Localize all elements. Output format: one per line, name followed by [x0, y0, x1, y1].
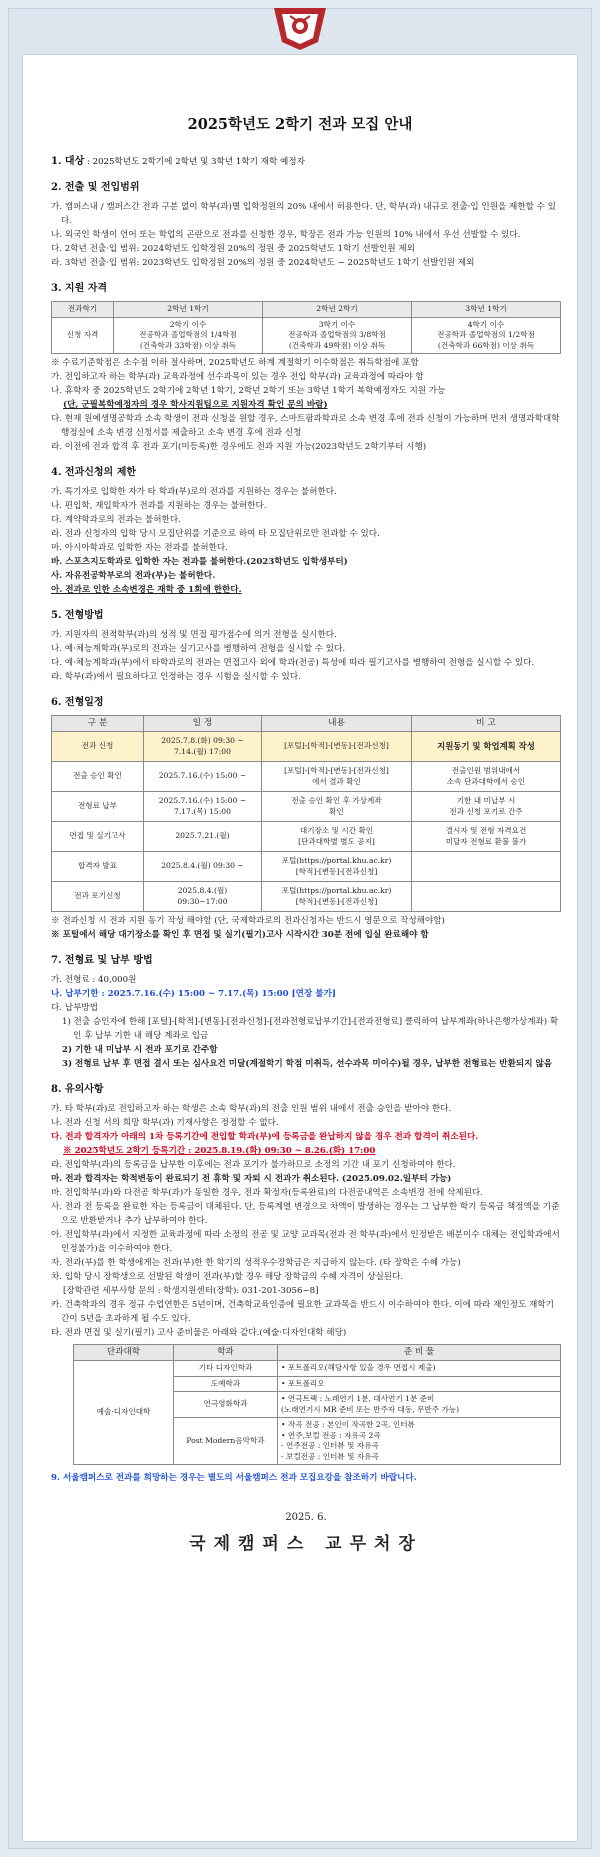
section-target — [51, 155, 561, 169]
list-item: [장학관련 세부사항 문의 : 학생지원센터(장학): 031-201-3056~8] — [63, 1286, 319, 1296]
table-cell: 전과 포기신청 — [52, 882, 144, 912]
list-item: 다. 2학년 전출·입 범위: 2024학년도 입학정원 20%의 정원 중 2025학년도 1학기 선발인원 제외 — [51, 244, 415, 254]
list-item: 다. 납부방법 — [51, 1003, 98, 1013]
list-item: 가. 전형료 : 40,000원 — [51, 975, 137, 985]
table-cell: 기한 내 미납부 시 전과 신청 포기로 간주 — [412, 792, 561, 822]
table-header: 일 정 — [144, 716, 262, 732]
table-row — [52, 822, 561, 852]
section-heading: 1. 대상 — [51, 156, 85, 167]
note-text: ※ 포털에서 해당 대기장소를 확인 후 면접 및 실기(필기)고사 시작시간 30분 전에 입실 완료해야 함 — [51, 930, 429, 940]
table-cell: 면접 및 실기고사 — [52, 822, 144, 852]
materials-table — [73, 1344, 561, 1465]
table-row — [52, 732, 561, 762]
table-cell: [포털]-[학적]-[변동]-[전과신청] — [262, 732, 412, 762]
list-item: 자. 전과(부)를 한 학생에게는 전과(부)한 한 학기의 성적우수장학금은 지급하지 않는다. (타 장학은 수혜 가능) — [51, 1258, 461, 1268]
table-row — [52, 852, 561, 882]
list-item: 나. 전과 신청 서의 희망 학부(과) 기재사항은 정정할 수 없다. — [51, 1118, 279, 1128]
list-item: 가. 전입하고자 하는 학부(과) 교육과정에 선수과목이 있는 경우 전입 학부(과) 교육과정에 따라야 함 — [51, 372, 424, 382]
table-cell: • 포트폴리오(해당사항 있을 경우 면접시 제출) — [278, 1361, 561, 1377]
list-item: 가. 지원자의 전적학부(과)의 성적 및 면접 평가점수에 의거 전형을 실시한다. — [51, 630, 337, 640]
table-header: 내용 — [262, 716, 412, 732]
section-heading: 3. 지원 자격 — [51, 283, 108, 294]
list-item: 가. 타 학부(과)로 전입하고자 하는 학생은 소속 학부(과)의 전출 인원 범위 내에서 전출 승인을 받아야 한다. — [51, 1104, 452, 1114]
table-cell: 전과 신청 — [52, 732, 144, 762]
section-heading: 7. 전형료 및 납부 방법 — [51, 955, 153, 966]
table-row — [52, 762, 561, 792]
list-item: 1) 전출 승인자에 한해 [포털]-[학적]-[변동]-[전과신청]-[전과전형료납부기간]-[전과전형료] 클릭하여 납부계좌(하나은행가상계좌) 확인 후 납부 기한 내 해당 계좌로 입금 — [62, 1017, 559, 1041]
list-item: 나. 편입학, 재입학자가 전과를 지원하는 경우는 불허한다. — [51, 501, 267, 511]
table-cell: 2025.7.8.(화) 09:30 ~ 7.14.(월) 17:00 — [144, 732, 262, 762]
bold-note: (단, 군필복학예정자의 경우 학사지원팀으로 지원자격 확인 문의 바람) — [63, 400, 328, 410]
university-emblem-logo — [270, 6, 330, 50]
table-cell — [412, 852, 561, 882]
eligibility-table — [51, 301, 561, 354]
table-cell — [412, 882, 561, 912]
table-cell: 포털(https://portal.khu.ac.kr) [학적]-[변동]-[전과신청] — [262, 852, 412, 882]
table-cell: 2025.7.21.(월) — [144, 822, 262, 852]
section-heading: 2. 전출 및 전입범위 — [51, 182, 140, 193]
table-cell: 신청 자격 — [52, 317, 114, 354]
list-item: 가. 특기자로 입학한 자가 타 학과(부)로의 전과를 지원하는 경우는 불허한다. — [51, 487, 337, 497]
table-cell: • 연극트랙 : 노래연기 1분, 대사연기 1분 준비 (노래연기시 MR 준비 또는 반주자 대동, 무반주 가능) — [278, 1392, 561, 1418]
table-header: 비 고 — [412, 716, 561, 732]
table-row — [52, 792, 561, 822]
table-cell: 합격자 발표 — [52, 852, 144, 882]
closing-note: 9. 서울캠퍼스로 전과를 희망하는 경우는 별도의 서울캠퍼스 전과 모집요강을 참조하기 바랍니다. — [51, 1473, 417, 1483]
list-item: 마. 전과 합격자는 학적변동이 완료되기 전 휴학 및 자퇴 시 전과가 취소된다. (2025.09.02.일부터 가능) — [51, 1174, 452, 1184]
table-cell: 4학기 이수 전공학과 졸업학점의 1/2학점 (건축학과 66학점) 이상 취득 — [412, 317, 561, 354]
table-cell: 전출 승인 확인 — [52, 762, 144, 792]
page-title: 2025학년도 2학기 전과 모집 안내 — [187, 116, 413, 133]
list-item: 다. 전과 합격자가 아래의 1차 등록기간에 전입할 학과(부)에 등록금을 완납하지 않을 경우 전과 합격이 취소된다. — [51, 1132, 479, 1142]
table-cell: 도예학과 — [174, 1376, 278, 1392]
list-item: 다. 계약학과로의 전과는 불허한다. — [51, 515, 181, 525]
schedule-table — [51, 715, 561, 912]
list-item: 라. 전과 신청자의 입학 당시 모집단위를 기준으로 하여 타 모집단위로만 전과할 수 있다. — [51, 529, 380, 539]
table-header: 준 비 물 — [278, 1345, 561, 1361]
table-header: 전과학기 — [52, 302, 114, 318]
list-item: 3) 전형료 납부 후 면접 결시 또는 심사요건 미달(계절학기 학점 미취득, 선수과목 미이수)될 경우, 납부한 전형료는 반환되지 않음 — [62, 1059, 553, 1069]
list-item: 마. 아시아학과로 입학한 자는 전과를 불허한다. — [51, 543, 228, 553]
list-item: 바. 전입학부(과)와 다전공 학부(과)가 동일한 경우, 전과 확정자(등록완료)의 다전공내역은 소속변경 전에 삭제된다. — [51, 1188, 483, 1198]
note-text: ※ 전과신청 시 전과 지원 동기 작성 해야함 (단, 국제학과로의 전과신청자는 반드시 영문으로 작성해야함) — [51, 916, 445, 926]
table-cell: 연극영화학과 — [174, 1392, 278, 1418]
table-cell: 대기장소 및 시간 확인 [단과대학별 별도 공지] — [262, 822, 412, 852]
table-header: 학과 — [174, 1345, 278, 1361]
table-cell: • 작곡 전공 : 본인이 작곡한 2곡, 인터뷰 • 연주,보컬 전공 : 자유곡 2곡 - 연주전공 : 인터뷰 및 자유곡 - 보컬전공 : 인터뷰 및 자유곡 — [278, 1418, 561, 1465]
notice-body — [51, 155, 561, 1554]
list-item: 다. 예·체능계학과(부)에서 타학과로의 전과는 면접고사 외에 학과(전공) 특성에 따라 필기고사를 병행하여 전형을 실시할 수 있다. — [51, 658, 535, 668]
notice-document — [22, 54, 578, 1842]
list-item: 라. 전입학부(과)의 등록금을 납부한 이후에는 전과 포기가 불가하므로 소정의 기간 내 포기 신청하여야 한다. — [51, 1160, 456, 1170]
table-header: 3학년 1학기 — [412, 302, 561, 318]
table-cell: 지원동기 및 학업계획 작성 — [412, 732, 561, 762]
table-cell: 포털(https://portal.khu.ac.kr) [학적]-[변동]-[전과신청] — [262, 882, 412, 912]
table-cell: 2025.7.16.(수) 15:00 ~ 7.17.(목) 15:00 — [144, 792, 262, 822]
table-cell: 전형료 납부 — [52, 792, 144, 822]
list-item: 가. 캠퍼스내 / 캠퍼스간 전과 구분 없이 학부(과)별 입학정원의 20% 내에서 허용한다. 단, 학부(과) 내규로 전출·입 인원을 제한할 수 있다. — [51, 202, 557, 226]
section-heading: 6. 전형일정 — [51, 697, 104, 708]
note-text: ※ 수료기준학점은 소수점 이하 절사하며, 2025학년도 하계 계절학기 이수학점은 취득학점에 포함 — [51, 358, 419, 368]
table-header: 2학년 2학기 — [263, 302, 412, 318]
section-heading: 8. 유의사항 — [51, 1084, 104, 1095]
table-cell: 2025.8.4.(월) 09:30~17:00 — [144, 882, 262, 912]
section-heading: 4. 전과신청의 제한 — [51, 467, 137, 478]
list-item: 사. 자유전공학부로의 전과(부)는 불허한다. — [51, 571, 216, 581]
list-item: 나. 외국인 학생이 언어 또는 학업의 곤란으로 전과를 신청한 경우, 학장은 전과 가능 인원의 10% 내에서 우선 선발할 수 있다. — [51, 230, 521, 240]
table-header: 구 분 — [52, 716, 144, 732]
list-item: 타. 전과 면접 및 실기(필기) 고사 준비물은 아래와 같다.(예술·디자인대학 해당) — [51, 1328, 347, 1338]
list-item: 라. 이전에 전과 합격 후 전과 포기(미등록)한 경우에도 전과 지원 가능(2023학년도 2학기부터 시행) — [51, 442, 427, 452]
table-header: 단과대학 — [74, 1345, 174, 1361]
list-item: 바. 스포츠지도학과로 입학한 자는 전과를 불허한다.(2023학년도 입학생부터) — [51, 557, 348, 567]
table-row — [52, 882, 561, 912]
table-cell: 결시자 및 전형 자격요건 미달자 전형료 환불 불가 — [412, 822, 561, 852]
list-item: 라. 학부(과)에서 필요하다고 인정하는 경우 시험을 실시할 수 있다. — [51, 672, 301, 682]
table-cell: • 포트폴리오 — [278, 1376, 561, 1392]
section-heading: 5. 전형방법 — [51, 610, 104, 621]
list-item: 나. 납부기한 : 2025.7.16.(수) 15:00 ~ 7.17.(목) 15:00 [연장 불가] — [51, 989, 336, 999]
table-cell: 2학기 이수 전공학과 졸업학점의 1/4학점 (건축학과 33학점) 이상 취득 — [114, 317, 263, 354]
list-item: 아. 전입학부(과)에서 지정한 교육과정에 따라 소정의 전공 및 교양 교과목(전과 전 학부(과)에서 인정받은 배분이수 대체는 전입학과에서 인정불가)을 이수하여야 한다. — [51, 1230, 560, 1254]
table-cell: 2025.8.4.(월) 09:30 ~ — [144, 852, 262, 882]
table-cell: 전출 승인 확인 후 가상계좌 확인 — [262, 792, 412, 822]
list-item: 다. 현재 원예생명공학과 소속 학생이 전과 신청을 원할 경우, 스마트팜과학과로 소속 변경 후에 전과 신청이 가능하며 먼저 생명과학대학 행정실에 소속 변경 신청서를 제출하고 소속 변경 후에 전과 신청 — [51, 414, 560, 438]
list-item: 아. 전과로 인한 소속변경은 재학 중 1회에 한한다. — [51, 585, 242, 595]
issuer-name: 국제캠퍼스 교무처장 — [189, 1534, 423, 1554]
table-cell: 전출인원 범위내에서 소속 단과대학에서 승인 — [412, 762, 561, 792]
table-cell: [포털]-[학적]-[변동]-[전과신청] 에서 결과 확인 — [262, 762, 412, 792]
table-cell: 2025.7.16.(수) 15:00 ~ — [144, 762, 262, 792]
list-item: 2) 기한 내 미납부 시 전과 포기로 간주함 — [62, 1045, 218, 1055]
table-header: 2학년 1학기 — [114, 302, 263, 318]
table-cell: Post Modern음악학과 — [174, 1418, 278, 1465]
list-item: 나. 예·체능계학과(부)로의 전과는 실기고사를 병행하여 전형을 실시할 수 있다. — [51, 644, 346, 654]
list-item: 카. 건축학과의 경우 정규 수업연한은 5년이며, 건축학교육인증에 필요한 교과목을 반드시 이수하여야 한다. 이에 따라 재인정도 재학기간이 5년을 초과하게 될 수도 있다. — [51, 1300, 554, 1324]
table-cell: 예술·디자인대학 — [74, 1361, 174, 1465]
table-row — [74, 1361, 561, 1377]
list-item: 라. 3학년 전출·입 범위: 2023학년도 입학정원 20%의 정원 중 2024학년도 ~ 2025학년도 1학기 선발인원 제외 — [51, 258, 475, 268]
list-item: 나. 휴학자 중 2025학년도 2학기에 2학년 1학기, 2학년 2학기 또는 3학년 1학기 복학예정자도 지원 가능 — [51, 386, 446, 396]
issue-date: 2025. 6. — [285, 1512, 327, 1523]
table-cell: 3학기 이수 전공학과 졸업학점의 3/8학점 (건축학과 49학점) 이상 취득 — [263, 317, 412, 354]
list-item: 차. 입학 당시 장학생으로 선발된 학생이 전과(부)할 경우 해당 장학금의 수혜 자격이 상실된다. — [51, 1272, 404, 1282]
registration-period: ※ 2025학년도 2학기 등록기간 : 2025.8.19.(화) 09:30 ~ 8.26.(화) 17:00 — [63, 1146, 376, 1156]
section-text: : 2025학년도 2학기에 2학년 및 3학년 1학기 재학 예정자 — [84, 157, 305, 167]
list-item: 사. 전과 전 등록을 완료한 자는 등록금이 대체된다. 단, 등록계열 변경으로 차액이 발생하는 경우는 그 납부한 학기 등록금 책정액을 기준으로 반환받거나 추가 납부하여야 한다. — [51, 1202, 560, 1226]
table-cell: 기타 디자인학과 — [174, 1361, 278, 1377]
